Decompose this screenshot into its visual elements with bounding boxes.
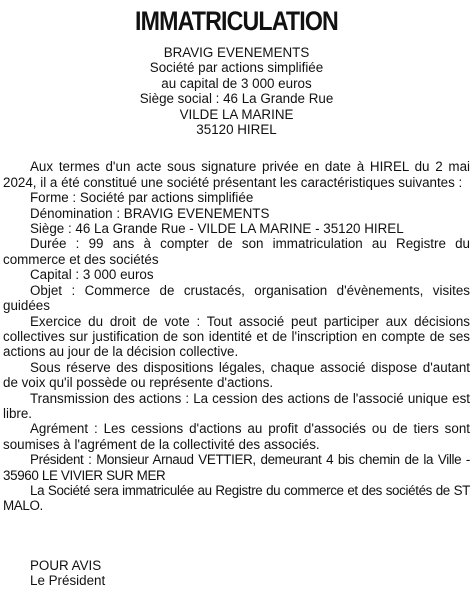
paragraph-capital: Capital : 3 000 euros — [30, 267, 154, 283]
paragraph-approval: Agrément : Les cessions d'actions au profit d'associés ou de tiers sont soumises à l'agrément de la collectivité des associés. — [3, 421, 470, 452]
closing-signatory: Le Président — [30, 573, 106, 589]
paragraph-duration: Durée : 99 ans à compter de son immatriculation au Registre du commerce et des sociétés — [3, 236, 470, 267]
closing-pour-avis: POUR AVIS — [30, 557, 102, 573]
closing-block — [3, 558, 470, 589]
company-capital: au capital de 3 000 euros — [161, 75, 312, 91]
company-address: Siège social : 46 La Grande Rue — [139, 91, 334, 107]
paragraph-form: Forme : Société par actions simplifiée — [30, 190, 254, 206]
company-postal-city: 35120 HIREL — [196, 122, 277, 138]
paragraph-seat: Siège : 46 La Grande Rue - VILDE LA MARINE - 35120 HIREL — [30, 221, 404, 237]
paragraph-denomination: Dénomination : BRAVIG EVENEMENTS — [30, 205, 270, 221]
paragraph-intro: Aux termes d'un acte sous signature privée en date à HIREL du 2 mai 2024, il a été constitué une société présentant les caractéristiques suivantes : — [3, 159, 470, 190]
company-name: BRAVIG EVENEMENTS — [163, 45, 310, 60]
company-locality: VILDE LA MARINE — [179, 106, 294, 122]
paragraph-registration: La Société sera immatriculée au Registre du commerce et des sociétés de ST MALO. — [3, 482, 470, 514]
paragraph-share-transfer: Transmission des actions : La cession des actions de l'associé unique est libre. — [3, 390, 470, 421]
notice-title: IMMATRICULATION — [135, 6, 338, 36]
company-legal-form: Société par actions simplifiée — [149, 60, 324, 76]
paragraph-president: Président : Monsieur Arnaud VETTIER, demeurant 4 bis chemin de la Ville - 35960 LE VIVIER SUR MER — [3, 452, 470, 483]
paragraph-purpose: Objet : Commerce de crustacés, organisation d'évènements, visites guidées — [3, 282, 470, 314]
paragraph-votes: Sous réserve des dispositions légales, chaque associé dispose d'autant de voix qu'il possède ou représente d'actions. — [3, 359, 470, 391]
notice-body — [3, 159, 470, 513]
paragraph-voting-rights: Exercice du droit de vote : Tout associé peut participer aux décisions collectives sur justification de son identité et de l'inscription en compte de ses actions au jour de la décision collective. — [3, 313, 470, 360]
company-block — [3, 45, 470, 137]
